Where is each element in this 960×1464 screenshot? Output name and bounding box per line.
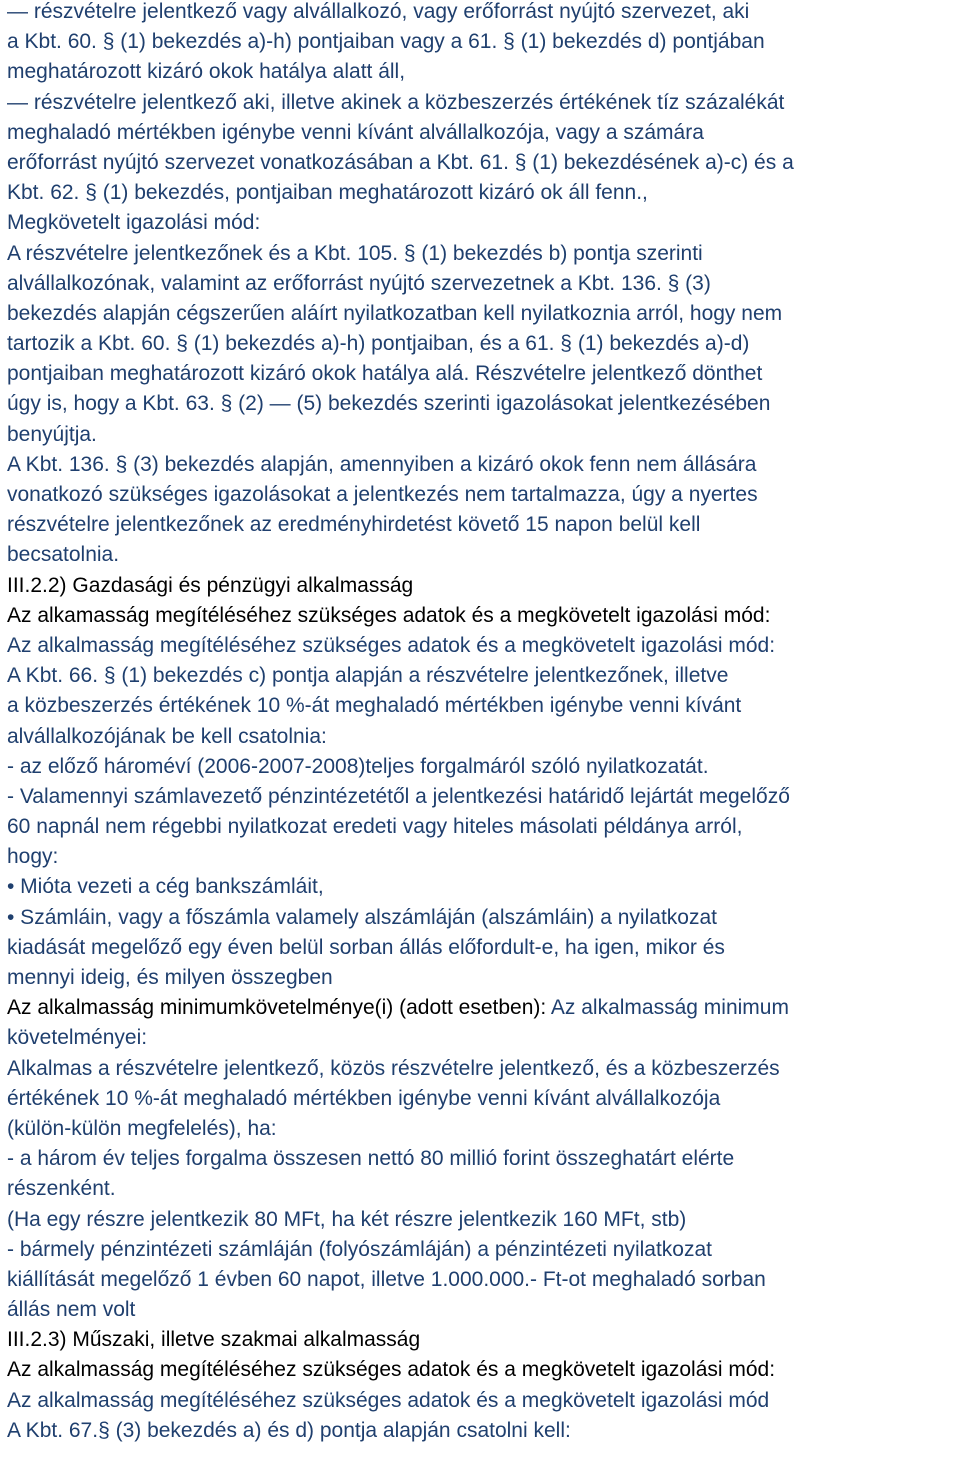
line-text: 60 napnál nem régebbi nyilatkozat eredeti vagy hiteles másolati példánya arról, [7,815,743,839]
body-text-line [0,420,960,450]
line-text: benyújtja. [7,422,97,446]
section-text-line [0,571,960,601]
line-text: Alkalmas a részvételre jelentkező, közös részvételre jelentkező, és a közbeszerzés [7,1056,780,1080]
body-text-line [0,1174,960,1204]
body-text-line [0,1386,960,1416]
line-text: részenként. [7,1177,116,1201]
body-text-line [0,239,960,269]
line-text: alvállalkozójának be kell csatolnia: [7,724,327,748]
body-text-line [0,359,960,389]
body-text-line [0,1023,960,1053]
section-text-line [0,601,960,631]
body-text-line [0,1295,960,1325]
body-text-line [0,118,960,148]
line-text: • Mióta vezeti a cég bankszámláit, [7,875,324,899]
body-text-line [0,903,960,933]
line-text: • Számláin, vagy a főszámla valamely alszámláján (alszámláin) a nyilatkozat [7,905,717,929]
body-text-line [0,510,960,540]
line-text: A Kbt. 66. § (1) bekezdés c) pontja alapján a részvételre jelentkezőnek, illetve [7,664,729,688]
line-text: állás nem volt [7,1298,136,1322]
line-text: Az alkalmasság megítéléséhez szükséges adatok és a megkövetelt igazolási mód: [7,1358,776,1382]
body-text-line [0,299,960,329]
body-text-line [0,0,960,27]
body-text-line [0,57,960,87]
body-text-line [0,389,960,419]
body-text-line [0,933,960,963]
line-text: (Ha egy részre jelentkezik 80 MFt, ha két részre jelentkezik 160 MFt, stb) [7,1207,687,1231]
body-text-line [0,540,960,570]
section-text-line [0,993,960,1023]
line-text: - bármely pénzintézeti számláján (folyószámláján) a pénzintézeti nyilatkozat [7,1237,712,1261]
line-text: III.2.3) Műszaki, illetve szakmai alkalmasság [7,1328,421,1352]
body-text-line [0,1144,960,1174]
line-text: meghaladó mértékben igénybe venni kívánt alvállalkozója, vagy a számára [7,120,704,144]
line-text: A részvételre jelentkezőnek és a Kbt. 105. § (1) bekezdés b) pontja szerinti [7,241,703,265]
body-text-line [0,812,960,842]
body-text-line [0,1235,960,1265]
body-text-line [0,148,960,178]
line-text: — részvételre jelentkező vagy alvállalkozó, vagy erőforrást nyújtó szervezet, aki [7,0,750,23]
line-text: vonatkozó szükséges igazolásokat a jelentkezés nem tartalmazza, úgy a nyertes [7,483,758,506]
line-text: — részvételre jelentkező aki, illetve akinek a közbeszerzés értékének tíz százalékát [7,90,785,114]
line-text: a közbeszerzés értékének 10 %-át meghaladó mértékben igénybe venni kívánt [7,694,742,718]
body-text-line [0,329,960,359]
body-text-line [0,752,960,782]
body-text-line [0,661,960,691]
body-text-line [0,450,960,480]
line-text-continuation: Az alkalmasság minimum [546,996,789,1020]
line-text: Az alkalmasság megítéléséhez szükséges adatok és a megkövetelt igazolási mód [7,1388,770,1412]
body-text-line [0,782,960,812]
line-text: A Kbt. 67.§ (3) bekezdés a) és d) pontja alapján csatolni kell: [7,1418,571,1442]
body-text-line [0,178,960,208]
body-text-line [0,269,960,299]
body-text-line [0,27,960,57]
line-text: kiadását megelőző egy éven belül sorban állás előfordult-e, ha igen, mikor és [7,935,725,959]
line-text: A Kbt. 136. § (3) bekezdés alapján, amennyiben a kizáró okok fenn nem állására [7,452,757,476]
line-text: Az alkalmasság megítéléséhez szükséges adatok és a megkövetelt igazolási mód: [7,633,776,657]
section-text-line [0,1325,960,1355]
line-text: követelményei: [7,1026,148,1050]
body-text-line [0,1265,960,1295]
body-text-line [0,88,960,118]
line-text: kiállítását megelőző 1 évben 60 napot, illetve 1.000.000.- Ft-ot meghaladó sorban [7,1267,766,1291]
line-text: - Valamennyi számlavezető pénzintézetétől a jelentkezési határidő lejártát megelőző [7,784,790,808]
line-text: erőforrást nyújtó szervezet vonatkozásában a Kbt. 61. § (1) bekezdésének a)-c) és a [7,150,794,174]
body-text-line [0,722,960,752]
body-text-line [0,1416,960,1446]
body-text-line [0,1084,960,1114]
line-text: értékének 10 %-át meghaladó mértékben igénybe venni kívánt alvállalkozója [7,1086,721,1110]
line-text: a Kbt. 60. § (1) bekezdés a)-h) pontjaiban vagy a 61. § (1) bekezdés d) pontjában [7,30,765,54]
body-text-line [0,842,960,872]
body-text-line [0,480,960,510]
line-text: Kbt. 62. § (1) bekezdés, pontjaiban meghatározott kizáró ok áll fenn., [7,181,648,205]
line-text: részvételre jelentkezőnek az eredményhirdetést követő 15 napon belül kell [7,513,701,537]
line-text: bekezdés alapján cégszerűen aláírt nyilatkozatban kell nyilatkoznia arról, hogy nem [7,301,783,325]
line-text: Megkövetelt igazolási mód: [7,211,261,235]
body-text-line [0,631,960,661]
body-text-line [0,1114,960,1144]
line-text: hogy: [7,845,59,869]
body-text-line [0,1205,960,1235]
body-text-line [0,1054,960,1084]
line-text: Az alkalmasság minimumkövetelménye(i) (adott esetben): [7,996,547,1020]
line-text: mennyi ideig, és milyen összegben [7,966,333,989]
line-text: becsatolnia. [7,543,120,567]
line-text: (külön-külön megfelelés), ha: [7,1116,277,1140]
line-text: III.2.2) Gazdasági és pénzügyi alkalmasság [7,573,414,597]
line-text: úgy is, hogy a Kbt. 63. § (2) — (5) bekezdés szerinti igazolásokat jelentkezésében [7,392,771,416]
body-text-line [0,691,960,721]
body-text-line [0,208,960,238]
line-text: Az alkamasság megítéléséhez szükséges adatok és a megkövetelt igazolási mód: [7,603,771,627]
line-text: - az előző hároméví (2006-2007-2008)teljes forgalmáról szóló nyilatkozatát. [7,754,709,778]
line-text: meghatározott kizáró okok hatálya alatt áll, [7,60,406,84]
section-text-line [0,1355,960,1385]
line-text: tartozik a Kbt. 60. § (1) bekezdés a)-h) pontjaiban, és a 61. § (1) bekezdés a)-d) [7,332,750,356]
line-text: - a három év teljes forgalma összesen nettó 80 millió forint összeghatárt elérte [7,1147,735,1171]
line-text: alvállalkozónak, valamint az erőforrást nyújtó szervezetnek a Kbt. 136. § (3) [7,271,711,295]
body-text-line [0,872,960,902]
body-text-line [0,963,960,993]
line-text: pontjaiban meghatározott kizáró okok hatálya alá. Részvételre jelentkező dönthet [7,362,763,386]
